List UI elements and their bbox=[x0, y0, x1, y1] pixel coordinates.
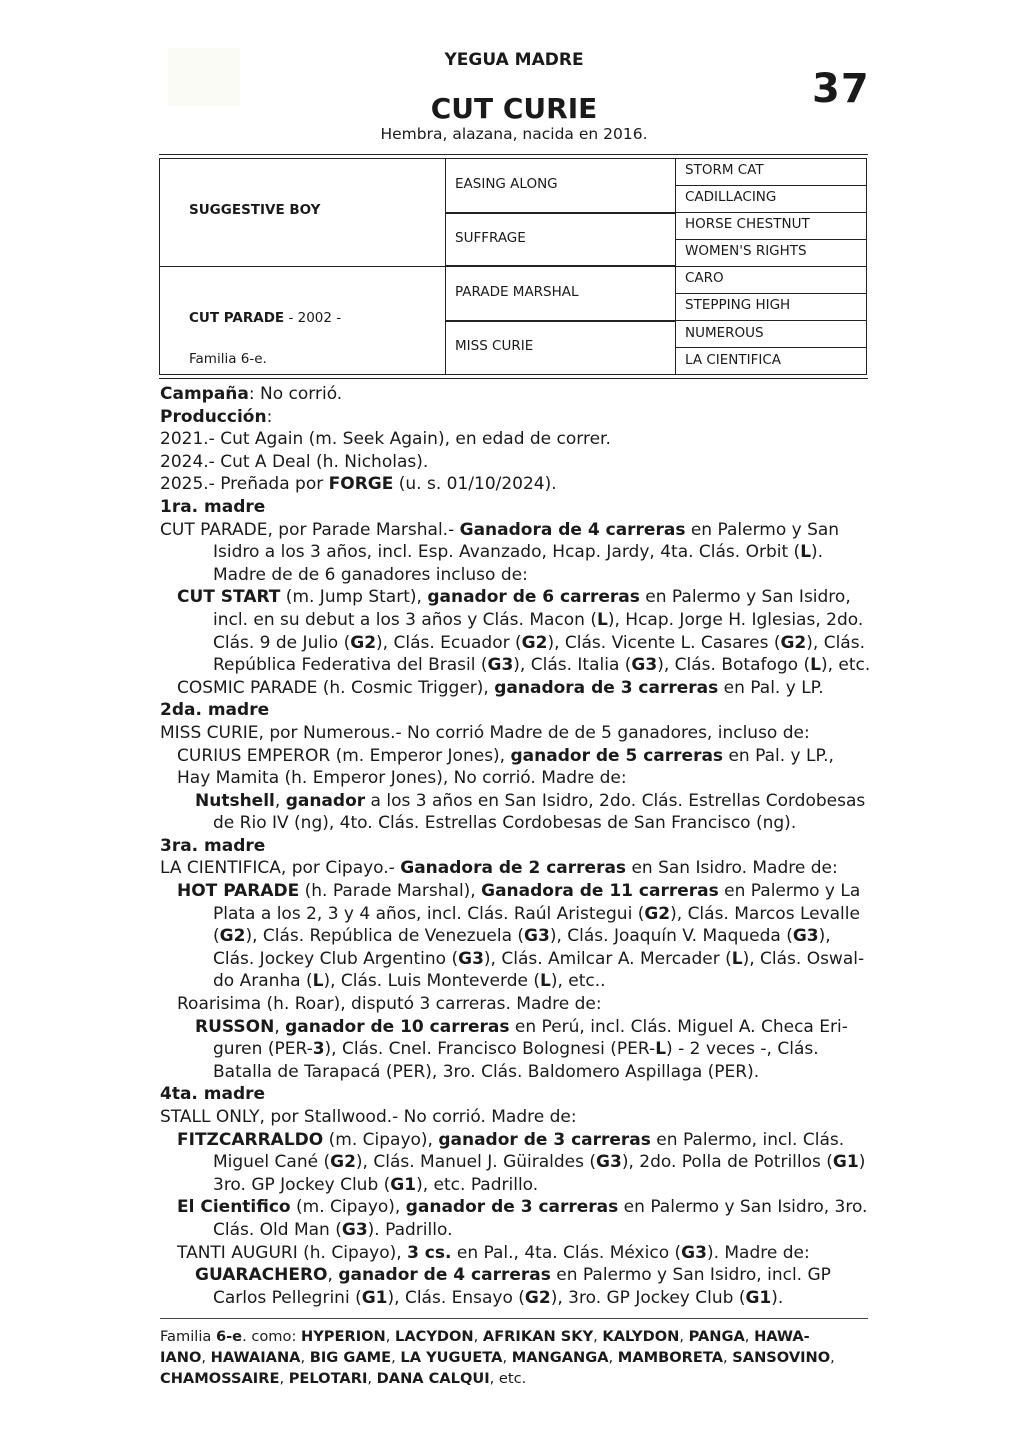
text-run: Hay Mamita (h. Emperor Jones), No corrió. Madre de: bbox=[177, 768, 627, 789]
text-line bbox=[160, 925, 872, 948]
text-run: , bbox=[367, 1370, 377, 1387]
pedigree-dam-year: - 2002 - bbox=[284, 310, 342, 326]
text-line bbox=[160, 1264, 872, 1287]
bold-run: DANA CALQUI bbox=[376, 1370, 490, 1387]
text-line bbox=[160, 496, 872, 519]
text-line bbox=[160, 519, 872, 542]
text-run: COSMIC PARADE (h. Cosmic Trigger), bbox=[177, 677, 495, 698]
text-run: , bbox=[679, 1328, 689, 1345]
text-line bbox=[160, 767, 872, 790]
text-run: , etc. bbox=[489, 1370, 527, 1387]
text-line bbox=[160, 1083, 872, 1106]
text-run: Familia bbox=[160, 1328, 216, 1345]
text-line bbox=[160, 1174, 872, 1197]
bold-run: L bbox=[312, 971, 324, 992]
text-run: en Palermo y San Isidro, incl. GP bbox=[550, 1265, 831, 1286]
text-run: Clás. Jockey Club Argentino ( bbox=[213, 948, 459, 969]
bold-run: FITZCARRALDO bbox=[177, 1129, 324, 1150]
text-run: , bbox=[391, 1349, 401, 1366]
bold-run: FORGE bbox=[328, 474, 394, 495]
bold-run: 2da. madre bbox=[160, 700, 270, 721]
text-run: ), 2do. Polla de Potrillos ( bbox=[621, 1152, 833, 1173]
bold-run: G2 bbox=[521, 632, 548, 653]
bold-run: El Cientifico bbox=[177, 1197, 291, 1218]
text-run: (u. s. 01/10/2024). bbox=[393, 474, 557, 495]
bold-run: G2 bbox=[330, 1152, 356, 1173]
bold-run: ganador bbox=[285, 790, 366, 811]
text-run: , bbox=[473, 1328, 483, 1345]
text-run: , bbox=[593, 1328, 603, 1345]
bold-run: Ganadora de 4 carreras bbox=[459, 519, 686, 540]
family-footnote bbox=[160, 1326, 872, 1389]
text-run: ), Clás. Botafogo ( bbox=[657, 655, 811, 676]
text-run: Batalla de Tarapacá (PER), 3ro. Clás. Baldomero Aspillaga (PER). bbox=[213, 1061, 760, 1082]
bold-run: G3 bbox=[341, 1219, 368, 1240]
text-run: (m. Jump Start), bbox=[280, 587, 428, 608]
bold-run: 3 bbox=[312, 1039, 325, 1060]
text-run: do Aranha ( bbox=[213, 971, 313, 992]
text-run: ), Clás. Cnel. Francisco Bolognesi (PER- bbox=[324, 1039, 656, 1060]
text-line bbox=[160, 699, 872, 722]
bold-run: Ganadora de 2 carreras bbox=[400, 858, 627, 879]
text-run: . como: bbox=[242, 1328, 302, 1345]
text-run: Plata a los 2, 3 y 4 años, incl. Clás. Raúl Aristegui ( bbox=[213, 903, 645, 924]
bold-run: RUSSON bbox=[195, 1016, 275, 1037]
footer-divider bbox=[160, 1318, 868, 1319]
bold-run: KALYDON bbox=[602, 1328, 680, 1345]
text-run: ) bbox=[858, 1152, 866, 1173]
text-line bbox=[160, 1106, 872, 1129]
bold-run: ganador de 3 carreras bbox=[438, 1129, 651, 1150]
text-line bbox=[160, 609, 872, 632]
bold-run: G1 bbox=[745, 1287, 772, 1308]
text-run: , bbox=[274, 790, 286, 811]
text-line bbox=[160, 745, 872, 768]
text-run: ), etc.. bbox=[550, 971, 606, 992]
text-run: Roarisima (h. Roar), disputó 3 carreras. Madre de: bbox=[177, 994, 602, 1015]
text-run: ), Clás. bbox=[806, 632, 865, 653]
text-run: en San Isidro. Madre de: bbox=[626, 858, 838, 879]
text-line bbox=[160, 564, 872, 587]
text-run: Miguel Cané ( bbox=[213, 1152, 331, 1173]
bold-run: G3 bbox=[792, 926, 819, 947]
pedigree-sire-sire: EASING ALONG bbox=[455, 176, 558, 192]
text-run: ) - 2 veces -, Clás. bbox=[666, 1039, 819, 1060]
text-run: ), Clás. Joaquín V. Maqueda ( bbox=[549, 926, 793, 947]
bold-run: HAWA- bbox=[754, 1328, 810, 1345]
text-run: CURIUS EMPEROR (m. Emperor Jones), bbox=[177, 745, 511, 766]
pedigree-dam-family: Familia 6-e. bbox=[189, 351, 267, 367]
pedigree-dam-sire: PARADE MARSHAL bbox=[455, 284, 579, 300]
bold-run: L bbox=[800, 542, 812, 563]
lot-number: 37 bbox=[812, 66, 870, 112]
bold-run: IANO bbox=[160, 1349, 202, 1366]
text-line bbox=[160, 1242, 872, 1265]
text-run: en Palermo y San Isidro, bbox=[639, 587, 851, 608]
text-run: Isidro a los 3 años, incl. Esp. Avanzado, Hcap. Jardy, 4ta. Clás. Orbit ( bbox=[213, 542, 801, 563]
horse-description: Hembra, alazana, nacida en 2016. bbox=[380, 125, 648, 143]
text-run: STALL ONLY, por Stallwood.- No corrió. Madre de: bbox=[160, 1107, 577, 1127]
text-run: ), Clás. Vicente L. Casares ( bbox=[547, 632, 781, 653]
text-line bbox=[160, 993, 872, 1016]
text-line bbox=[160, 654, 872, 677]
text-line bbox=[160, 632, 872, 655]
pedigree-top-rule bbox=[159, 154, 868, 155]
bold-run: Producción bbox=[160, 406, 267, 427]
bold-run: G3 bbox=[631, 655, 658, 676]
text-line bbox=[160, 1061, 872, 1084]
page-kicker: YEGUA MADRE bbox=[444, 50, 584, 70]
text-line bbox=[160, 970, 872, 993]
bold-run: MAMBORETA bbox=[617, 1349, 723, 1366]
text-run: ), Clás. Amilcar A. Mercader ( bbox=[483, 948, 732, 969]
pedigree-gg-4: WOMEN'S RIGHTS bbox=[685, 243, 807, 259]
text-run: ). Madre de: bbox=[706, 1242, 810, 1263]
bold-run: ganador de 6 carreras bbox=[427, 587, 640, 608]
text-line bbox=[160, 1038, 872, 1061]
text-line bbox=[160, 722, 872, 745]
text-run: : No corrió. bbox=[248, 384, 343, 404]
text-line bbox=[160, 541, 872, 564]
text-line bbox=[160, 948, 872, 971]
bold-run: Nutshell bbox=[195, 790, 275, 811]
text-run: ). Padrillo. bbox=[367, 1219, 453, 1240]
text-run: de Rio IV (ng), 4to. Clás. Estrellas Cordobesas de San Francisco (ng). bbox=[213, 813, 797, 834]
pedigree-gg-3: HORSE CHESTNUT bbox=[685, 216, 810, 232]
text-run: TANTI AUGURI (h. Cipayo), bbox=[177, 1242, 408, 1263]
pedigree-gg-8: LA CIENTIFICA bbox=[685, 352, 782, 368]
pedigree-gg-2: CADILLACING bbox=[685, 189, 777, 205]
bold-run: G3 bbox=[458, 948, 484, 969]
text-run: en Palermo y San bbox=[685, 519, 840, 540]
bold-run: L bbox=[731, 948, 743, 969]
text-run: ), Clás. República de Venezuela ( bbox=[245, 926, 525, 947]
text-line bbox=[160, 903, 872, 926]
footer-line bbox=[160, 1347, 872, 1368]
bold-run: Campaña bbox=[160, 384, 249, 404]
bold-run: G1 bbox=[361, 1287, 388, 1308]
bold-run: HOT PARADE bbox=[177, 881, 300, 902]
text-run: (m. Cipayo), bbox=[323, 1129, 439, 1150]
bold-run: BIG GAME bbox=[309, 1349, 392, 1366]
text-run: LA CIENTIFICA, por Cipayo.- bbox=[160, 858, 401, 879]
text-run: ), Clás. Ecuador ( bbox=[376, 632, 522, 653]
text-run: ( bbox=[213, 926, 220, 947]
text-run: ). bbox=[811, 542, 824, 563]
bold-run: GUARACHERO bbox=[195, 1265, 328, 1286]
pedigree-bottom-rule bbox=[159, 378, 868, 379]
footer-line bbox=[160, 1326, 872, 1347]
bold-run: 3ra. madre bbox=[160, 835, 266, 856]
text-run: Madre de de 6 ganadores incluso de: bbox=[213, 564, 528, 585]
text-line bbox=[160, 1129, 872, 1152]
text-run: en Perú, incl. Clás. Miguel A. Checa Eri- bbox=[509, 1016, 848, 1037]
text-line bbox=[160, 1016, 872, 1039]
bold-run: HYPERION bbox=[301, 1328, 386, 1345]
text-run: 2021.- Cut Again (m. Seek Again), en edad de correr. bbox=[160, 429, 611, 450]
bold-run: 3 cs. bbox=[407, 1242, 452, 1263]
bold-run: CUT START bbox=[177, 587, 281, 608]
text-run: 3ro. GP Jockey Club ( bbox=[213, 1174, 391, 1195]
bold-run: ganador de 3 carreras bbox=[405, 1197, 619, 1218]
text-run: (h. Parade Marshal), bbox=[299, 881, 482, 902]
bold-run: G3 bbox=[681, 1242, 707, 1263]
text-run: ), Clás. Oswal- bbox=[742, 948, 865, 969]
bold-run: L bbox=[597, 609, 608, 630]
bold-run: G2 bbox=[780, 632, 807, 653]
pedigree-sire-dam: SUFFRAGE bbox=[455, 230, 526, 246]
text-run: : bbox=[266, 406, 273, 427]
text-run: , bbox=[385, 1328, 396, 1345]
bold-run: G2 bbox=[219, 926, 246, 947]
text-run: ), etc. Padrillo. bbox=[416, 1174, 539, 1195]
bold-run: MANGANGA bbox=[511, 1349, 609, 1366]
text-run: MISS CURIE, por Numerous.- No corrió Madre de de 5 ganadores, incluso de: bbox=[160, 722, 810, 743]
bold-run: LA YUGUETA bbox=[400, 1349, 503, 1366]
bold-run: ganador de 4 carreras bbox=[338, 1265, 551, 1286]
bold-run: AFRIKAN SKY bbox=[482, 1328, 594, 1345]
text-line bbox=[160, 428, 872, 451]
text-run: incl. en su debut a los 3 años y Clás. Macon ( bbox=[213, 609, 597, 630]
pedigree-sire: SUGGESTIVE BOY bbox=[189, 202, 321, 218]
bold-run: G1 bbox=[390, 1174, 417, 1195]
pedigree-table bbox=[159, 154, 868, 378]
family-record bbox=[160, 383, 872, 1309]
text-line bbox=[160, 857, 872, 880]
text-line bbox=[160, 880, 872, 903]
text-run: guren (PER- bbox=[213, 1039, 313, 1060]
text-run: ), Clás. Italia ( bbox=[513, 655, 632, 676]
text-run: , bbox=[830, 1349, 835, 1366]
text-run: ). bbox=[771, 1287, 784, 1308]
text-run: Carlos Pellegrini ( bbox=[213, 1287, 362, 1308]
bold-run: LACYDON bbox=[395, 1328, 474, 1345]
text-run: ), Clás. Marcos Levalle bbox=[670, 903, 860, 924]
bold-run: CHAMOSSAIRE bbox=[160, 1370, 280, 1387]
bold-run: 4ta. madre bbox=[160, 1084, 266, 1105]
text-line bbox=[160, 790, 872, 813]
bold-run: L bbox=[540, 971, 551, 992]
pedigree-dam-line bbox=[189, 310, 341, 326]
text-line bbox=[160, 1196, 872, 1219]
bold-run: G1 bbox=[832, 1152, 859, 1173]
pedigree-dam: CUT PARADE bbox=[189, 310, 285, 326]
bold-run: 1ra. madre bbox=[160, 496, 266, 517]
text-run: , bbox=[274, 1016, 286, 1037]
text-run: ), Clás. Luis Monteverde ( bbox=[323, 971, 540, 992]
text-run: en Pal. y LP., bbox=[723, 745, 834, 766]
horse-name: CUT CURIE bbox=[430, 92, 598, 125]
text-run: ), 3ro. GP Jockey Club ( bbox=[550, 1287, 746, 1308]
text-run: (m. Cipayo), bbox=[290, 1197, 406, 1218]
text-line bbox=[160, 835, 872, 858]
bold-run: ganadora de 3 carreras bbox=[494, 677, 719, 698]
bold-run: HAWAIANA bbox=[210, 1349, 301, 1366]
text-run: , bbox=[300, 1349, 310, 1366]
pedigree-gg-7: NUMEROUS bbox=[685, 325, 764, 341]
text-run: Clás. 9 de Julio ( bbox=[213, 632, 351, 653]
text-run: , bbox=[279, 1370, 289, 1387]
text-line bbox=[160, 812, 872, 835]
text-line bbox=[160, 473, 872, 496]
text-run: ), Clás. Ensayo ( bbox=[387, 1287, 525, 1308]
text-run: , bbox=[744, 1328, 755, 1345]
text-run: , bbox=[327, 1265, 339, 1286]
bold-run: G3 bbox=[487, 655, 514, 676]
text-run: en Pal., 4ta. Clás. México ( bbox=[451, 1242, 682, 1263]
text-run: ), Clás. Manuel J. Güiraldes ( bbox=[355, 1152, 597, 1173]
text-line bbox=[160, 1219, 872, 1242]
text-run: Clás. Old Man ( bbox=[213, 1219, 342, 1240]
bold-run: ganador de 5 carreras bbox=[510, 745, 724, 766]
text-run: CUT PARADE, por Parade Marshal.- bbox=[160, 519, 460, 540]
bold-run: 6-e bbox=[215, 1328, 243, 1345]
text-run: 2024.- Cut A Deal (h. Nicholas). bbox=[160, 451, 429, 472]
bold-run: G2 bbox=[524, 1287, 551, 1308]
text-run: en Palermo y San Isidro, 3ro. bbox=[618, 1197, 868, 1218]
text-run: , bbox=[502, 1349, 512, 1366]
footer-line bbox=[160, 1368, 872, 1389]
text-line bbox=[160, 677, 872, 700]
text-line bbox=[160, 1287, 872, 1310]
text-run: a los 3 años en San Isidro, 2do. Clás. Estrellas Cordobesas bbox=[365, 790, 866, 811]
text-run: ), bbox=[818, 926, 831, 947]
text-line bbox=[160, 586, 872, 609]
text-line bbox=[160, 451, 872, 474]
bold-run: G2 bbox=[644, 903, 671, 924]
bold-run: SANSOVINO bbox=[732, 1349, 831, 1366]
text-run: en Palermo y La bbox=[718, 881, 861, 902]
bold-run: G3 bbox=[596, 1152, 622, 1173]
text-run: 2025.- Preñada por bbox=[160, 474, 329, 495]
bold-run: PANGA bbox=[688, 1328, 745, 1345]
bold-run: G2 bbox=[350, 632, 377, 653]
text-run: República Federativa del Brasil ( bbox=[213, 655, 488, 676]
bold-run: L bbox=[810, 655, 821, 676]
text-run: en Palermo, incl. Clás. bbox=[650, 1129, 845, 1150]
bold-run: Ganadora de 11 carreras bbox=[481, 881, 719, 902]
pedigree-gg-1: STORM CAT bbox=[685, 162, 764, 178]
pedigree-gg-6: STEPPING HIGH bbox=[685, 297, 791, 313]
text-run: ), Hcap. Jorge H. Iglesias, 2do. bbox=[607, 609, 864, 630]
text-run: ), etc. bbox=[820, 655, 871, 676]
text-run: en Pal. y LP. bbox=[718, 677, 824, 698]
bold-run: ganador de 10 carreras bbox=[285, 1016, 510, 1037]
text-run: , bbox=[201, 1349, 211, 1366]
text-run: , bbox=[608, 1349, 618, 1366]
text-run: , bbox=[723, 1349, 733, 1366]
bold-run: PELOTARI bbox=[288, 1370, 368, 1387]
text-line bbox=[160, 1151, 872, 1174]
text-line bbox=[160, 383, 872, 406]
bold-run: L bbox=[655, 1039, 667, 1060]
bold-run: G3 bbox=[524, 926, 550, 947]
pedigree-gg-5: CARO bbox=[685, 270, 724, 286]
text-line bbox=[160, 406, 872, 429]
pedigree-dam-dam: MISS CURIE bbox=[455, 338, 534, 354]
